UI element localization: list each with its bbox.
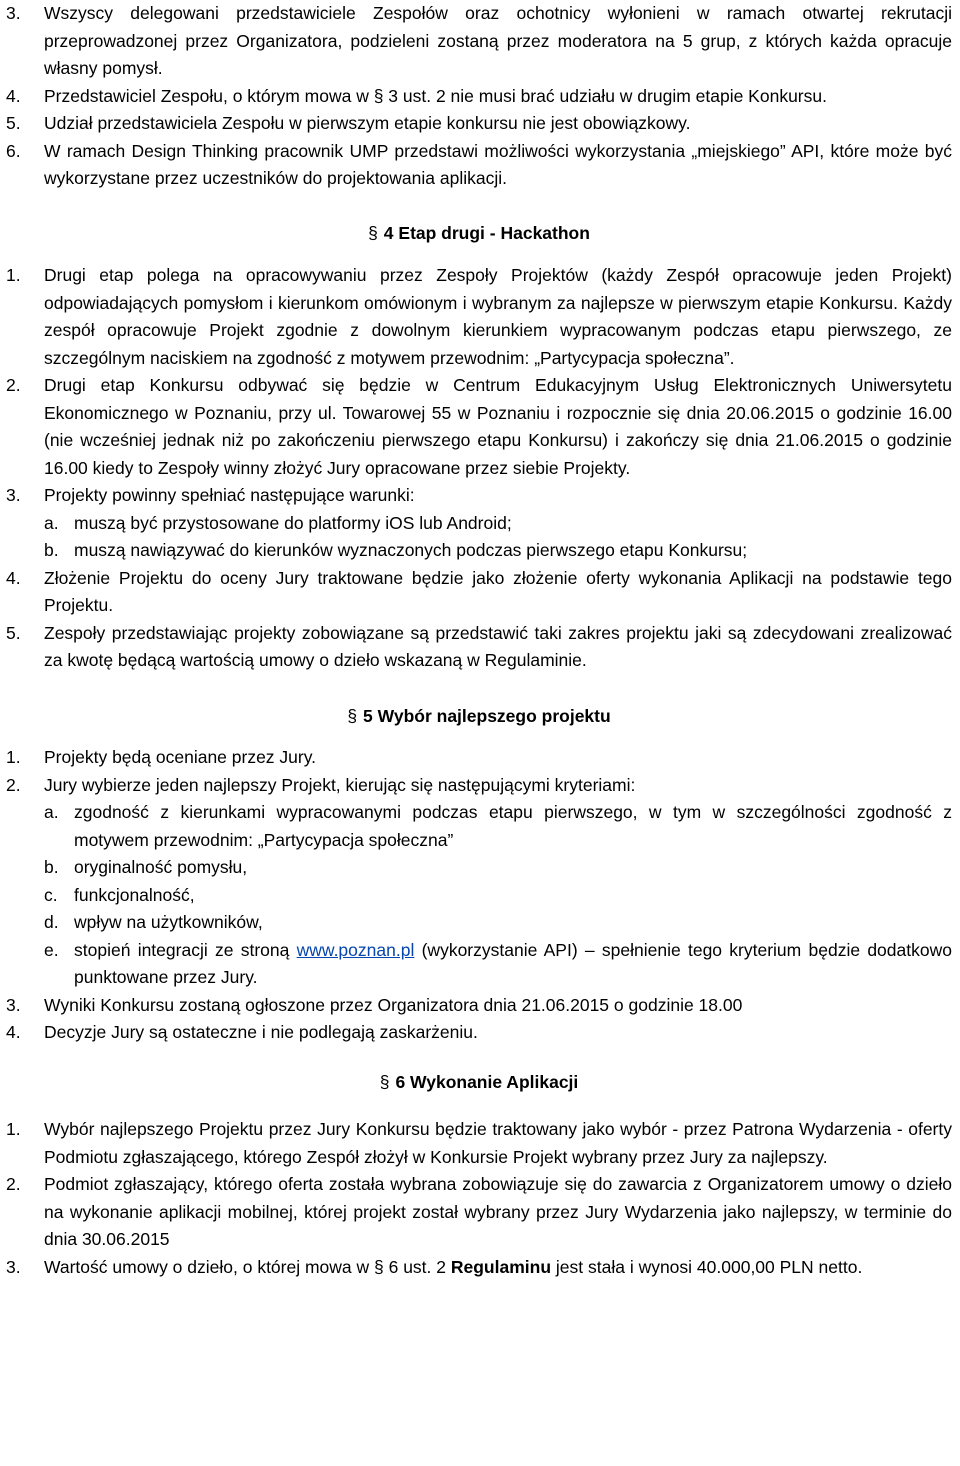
list-item: 2. Jury wybierze jeden najlepszy Projekt, kierując się następującymi kryteriami: [6, 774, 636, 795]
section-sign: § [368, 222, 378, 243]
section-4-list [6, 262, 952, 675]
section-6-list [6, 1116, 952, 1281]
section-3-list [6, 0, 952, 193]
list-item: 4. Przedstawiciel Zespołu, o którym mowa w § 3 ust. 2 nie musi brać udziału w drugim etapie Konkursu. [6, 85, 827, 106]
poznan-link[interactable]: www.poznan.pl [296, 939, 415, 960]
list-item: 3. Wartość umowy o dzieło, o której mowa w § 6 ust. 2 Regulaminu jest stała i wynosi 40.000,00 PLN netto. [6, 1256, 863, 1277]
sub-list-item: a. muszą być przystosowane do platformy iOS lub Android; [44, 512, 512, 533]
list-item: 1. Projekty będą oceniane przez Jury. [6, 747, 317, 767]
list-item: 4. Decyzje Jury są ostateczne i nie podlegają zaskarżeniu. [6, 1022, 478, 1042]
list-item: 1. Wybór najlepszego Projektu przez Jury Konkursu będzie traktowany jako wybór - przez Patrona Wydarzenia - oferty Podmiotu zgłaszającego, którego Zespół złożył w Konkursie Projekt wybrany przez Jury za najlepszy. [6, 1119, 952, 1167]
list-item: 5. Udział przedstawiciela Zespołu w pierwszym etapie konkursu nie jest obowiązkowy. [6, 113, 691, 133]
list-item: 4. Złożenie Projektu do oceny Jury traktowane będzie jako złożenie oferty wykonania Aplikacji na podstawie tego Projektu. [6, 567, 952, 615]
section-5-list [6, 744, 952, 1047]
sub-list-item: a. zgodność z kierunkami wypracowanymi podczas etapu pierwszego, w tym w szczególności zgodność z motywem przewodnim: „Partycypacja społeczna” [44, 802, 952, 850]
sub-list-item: c. funkcjonalność, [44, 884, 195, 905]
section-4-heading: § 4 Etap drugi - Hackathon [6, 220, 952, 248]
list-item: 3. Projekty powinny spełniać następujące warunki: [6, 485, 415, 505]
section-sign: § [379, 1071, 390, 1092]
list-item: 6. W ramach Design Thinking pracownik UMP przedstawi możliwości wykorzystania „miejskiego” API, które może być wykorzystane przez uczestników do projektowania aplikacji. [6, 140, 952, 188]
list-item: 3. Wszyscy delegowani przedstawiciele Zespołów oraz ochotnicy wyłonieni w ramach otwartej rekrutacji przeprowadzonej przez Organizatora, podzieleni zostaną przez moderatora na 5 grup, z których każda opracuje własny pomysł. [6, 3, 952, 78]
list-item: 2. Drugi etap Konkursu odbywać się będzie w Centrum Edukacyjnym Usług Elektronicznych Uniwersytetu Ekonomicznego w Poznaniu, przy ul. Towarowej 55 w Poznaniu i rozpocznie się dnia 20.06.2015 o godzinie 16.00 (nie wcześniej jednak niż po zakończeniu pierwszego etapu Konkursu) i zakończy się dnia 21.06.2015 o godzinie 16.00 kiedy to Zespoły winny złożyć Jury opracowane przez siebie Projekty. [6, 375, 952, 478]
sub-list-item: d. wpływ na użytkowników, [44, 912, 263, 932]
list-item: 5. Zespoły przedstawiając projekty zobowiązane są przedstawić taki zakres projektu jaki są zdecydowani zrealizować za kwotę będącą wartością umowy o dzieło wskazaną w Regulaminie. [6, 622, 952, 670]
section-sign: § [347, 705, 358, 726]
regulamin-bold: Regulaminu [450, 1256, 552, 1277]
sub-list-item: b. muszą nawiązywać do kierunków wyznaczonych podczas pierwszego etapu Konkursu; [44, 540, 748, 560]
section-5-heading: § 5 Wybór najlepszego projektu [6, 703, 952, 731]
list-item: 2. Podmiot zgłaszający, którego oferta została wybrana zobowiązuje się do zawarcia z Organizatorem umowy o dzieło na wykonanie aplikacji mobilnej, której projekt został wybrany przez Jury Wydarzenia jako najlepszy, w terminie do dnia 30.06.2015 [6, 1174, 952, 1249]
sub-list-item: e. stopień integracji ze stroną www.poznan.pl (wykorzystanie API) – spełnienie tego kryterium będzie dodatkowo punktowane przez Jury. [44, 939, 952, 987]
list-item: 1. Drugi etap polega na opracowywaniu przez Zespoły Projektów (każdy Zespół opracowuje jeden Projekt) odpowiadających pomysłom i kierunkom omówionym i wybranym za najlepsze w pierwszym etapie Konkursu. Każdy zespół opracowuje Projekt zgodnie z dowolnym kierunkiem wypracowanym podczas etapu pierwszego, ze szczególnym naciskiem na zgodność z motywem przewodnim: „Partycypacja społeczna”. [6, 265, 952, 368]
section-6-heading: § 6 Wykonanie Aplikacji [6, 1069, 952, 1097]
sub-list-item: b. oryginalność pomysłu, [44, 857, 248, 877]
list-item: 3. Wyniki Konkursu zostaną ogłoszone przez Organizatora dnia 21.06.2015 o godzinie 18.00 [6, 994, 743, 1015]
